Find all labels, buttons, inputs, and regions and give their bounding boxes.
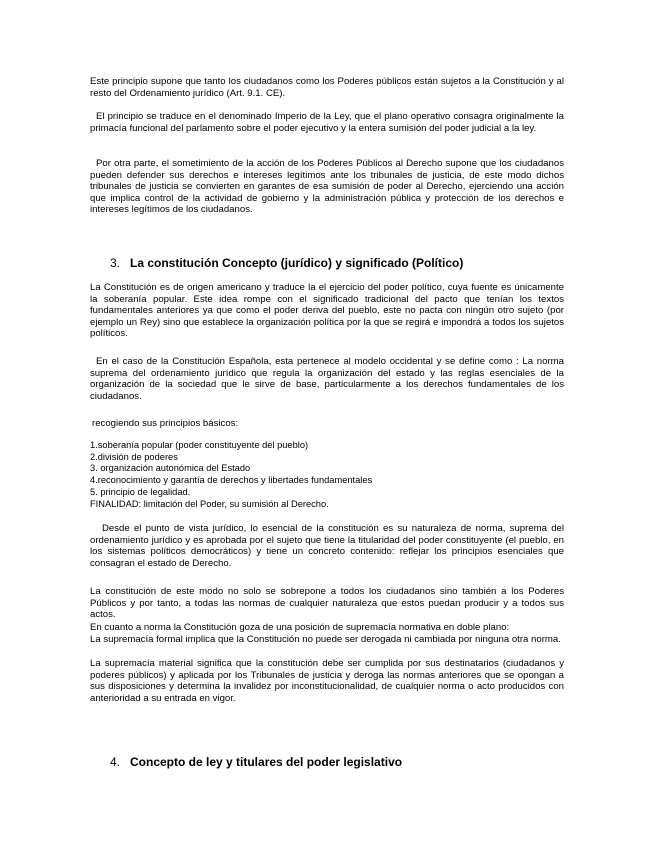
list-item: 5. principio de legalidad. [90,486,191,497]
list-item: 2.división de poderes [90,451,178,462]
paragraph-supremacia-formal: La supremacía formal implica que la Constitución no puede ser derogada ni cambiada por ninguna otra norma. [90,634,561,645]
list-item: FINALIDAD: limitación del Poder, su sumisión al Derecho. [90,498,329,509]
paragraph-sobrepone: La constitución de este modo no solo se sobrepone a todos los ciudadanos sino también a los Poderes Públicos y por tanto, a todas las normas de cualquier naturaleza que estos puedan producir y a todos sus actos. [90,586,564,621]
section-title-3: La constitución Concepto (jurídico) y significado (Político) [130,256,464,270]
paragraph-sometimiento: Por otra parte, el sometimiento de la acción de los Poderes Públicos al Derecho supone que los ciudadanos pueden defender sus derechos e intereses legítimos ante los tribunales de justicia, de este modo dichos tribunales de justicia se convierten en garantes de esa sumisión de poder al Derecho, ejerciendo una acción que implica control de la actividad de gobierno y la administración pública y protección de los derechos e intereses legítimos de los ciudadanos. [90,158,564,216]
section-number-4: 4. [110,755,121,769]
principles-list [90,440,564,510]
paragraph-sumision: Este principio supone que tanto los ciudadanos como los Poderes públicos están sujetos a la Constitución y al resto del Ordenamiento jurídico (Art. 9.1. CE). [90,76,564,99]
list-item: 3. organización autonómica del Estado [90,463,251,474]
paragraph-principios-intro: recogiendo sus principios básicos: [92,418,239,429]
section-heading-3 [110,256,463,270]
section-number-3: 3. [110,256,121,270]
list-item: 1.soberanía popular (poder constituyente del pueblo) [90,440,309,450]
section-heading-4 [110,755,402,769]
paragraph-imperio-ley: El principio se traduce en el denominado Imperio de la Ley, que el plano operativo consagra originalmente la primacía funcional del parlamento sobre el poder ejecutivo y la entera sumisión del poder judicial a la ley. [90,111,564,134]
paragraph-origen-constitucion: La Constitución es de origen americano y traduce la el ejercicio del poder político, cuya fuente es únicamente la soberanía popular. Este idea rompe con el significado tradicional del pacto que tenían los textos fundamentales anteriores ya que como el poder deriva del pueblo, este no pacta con ningún otro sujeto (por ejemplo un Rey) sino que establece la organización política por la que se regirá e impondrá a todos los sujetos políticos. [90,282,564,340]
section-title-4: Concepto de ley y titulares del poder legislativo [130,755,403,769]
paragraph-supremacia: En cuanto a norma la Constitución goza de una posición de supremacía normativa en doble plano: [90,622,510,633]
paragraph-supremacia-material: La supremacía material significa que la constitución debe ser cumplida por sus destinatarios (ciudadanos y poderes públicos) y aplicada por los Tribunales de justicia y deroga las normas anteriores que se opongan a sus disposiciones y determina la invalidez por inconstitucionalidad, de cualquier norma o acto producidos con anterioridad a su entrada en vigor. [90,658,564,704]
list-item: 4.reconocimiento y garantía de derechos y libertades fundamentales [90,475,373,486]
paragraph-constitucion-espanola: En el caso de la Constitución Española, esta pertenece al modelo occidental y se define como : La norma suprema del ordenamiento jurídico que regula la organización del estado y las reglas esenciales de la organización de la sociedad que le sirve de base, particularmente a los derechos fundamentales de los ciudadanos. [90,356,564,402]
paragraph-punto-vista-juridico: Desde el punto de vista jurídico, lo esencial de la constitución es su naturaleza de norma, suprema del ordenamiento jurídico y es aprobada por el sujeto que tiene la titularidad del poder constituyente (el pueblo, en los sistemas políticos democráticos) y tiene un concreto contenido: reflejar los principios esenciales que consagran el estado de Derecho. [90,523,564,569]
